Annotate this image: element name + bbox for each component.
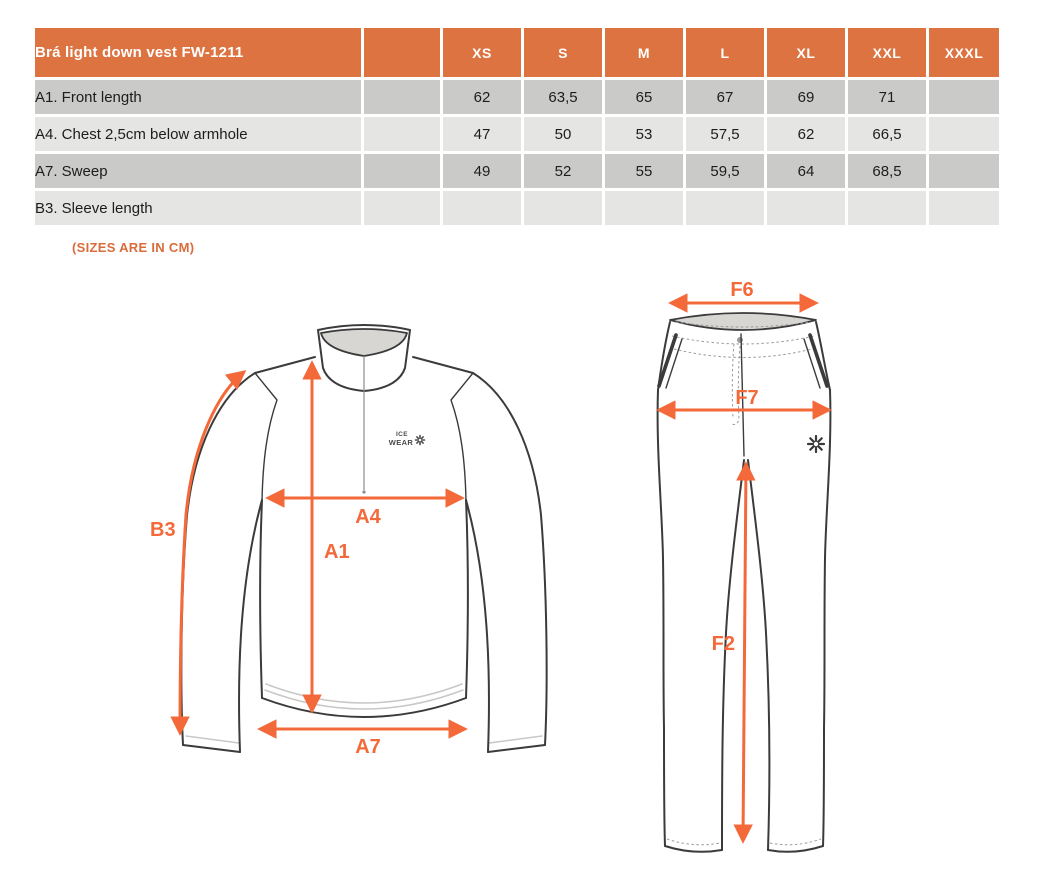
shirt-measurement-arrows xyxy=(150,363,465,758)
value-cell: 53 xyxy=(605,117,683,151)
shirt-right-raglan-seam xyxy=(451,373,473,500)
table-row-sleeve-length xyxy=(35,191,999,225)
pants-right-leg-inner xyxy=(748,460,769,850)
value-cell: 62 xyxy=(443,80,521,114)
pants-fly-stitch-2 xyxy=(732,346,740,425)
size-header-xxxl: XXXL xyxy=(929,28,999,77)
f6-label: F6 xyxy=(730,279,754,301)
shirt-right-cuff-stitch xyxy=(489,736,542,743)
b3-sleeve-arrow xyxy=(180,372,244,733)
pants-right-hem xyxy=(768,846,823,852)
value-cell: 62 xyxy=(767,117,845,151)
shirt-right-sleeve-outer xyxy=(473,373,547,745)
value-cell: 69 xyxy=(767,80,845,114)
value-cell: 52 xyxy=(524,154,602,188)
value-cell xyxy=(686,191,764,225)
size-header-xxl: XXL xyxy=(848,28,926,77)
shirt-left-side xyxy=(260,500,262,698)
f2-inseam-arrow xyxy=(743,464,746,841)
value-cell: 57,5 xyxy=(686,117,764,151)
pants-right-hem-stitch xyxy=(770,839,821,845)
shirt-hem xyxy=(262,698,466,717)
row-spacer-cell xyxy=(364,154,440,188)
pants-left-hem-stitch xyxy=(667,839,720,845)
value-cell: 63,5 xyxy=(524,80,602,114)
pants-left-hem xyxy=(665,846,722,852)
table-row-chest xyxy=(35,117,999,151)
pants-button xyxy=(737,337,743,343)
pants-right-leg-outer xyxy=(823,390,830,846)
table-title: Brá light down vest FW-1211 xyxy=(35,28,361,77)
b3-label: B3 xyxy=(150,519,176,541)
value-cell: 49 xyxy=(443,154,521,188)
units-note: (SIZES ARE IN CM) xyxy=(72,240,195,255)
value-cell xyxy=(443,191,521,225)
shirt-measurement-diagram xyxy=(140,290,610,775)
value-cell xyxy=(605,191,683,225)
shirt-zipper-pull xyxy=(362,490,365,493)
value-cell: 68,5 xyxy=(848,154,926,188)
shirt-left-sleeve-inner xyxy=(239,500,262,752)
value-cell: 65 xyxy=(605,80,683,114)
a1-label: A1 xyxy=(324,541,350,563)
value-cell xyxy=(929,191,999,225)
value-cell: 55 xyxy=(605,154,683,188)
value-cell xyxy=(767,191,845,225)
row-spacer-cell xyxy=(364,191,440,225)
row-label: B3. Sleeve length xyxy=(35,191,361,225)
pants-yoke-stitch-2 xyxy=(674,349,812,358)
value-cell: 67 xyxy=(686,80,764,114)
snowflake-hip-logo-icon xyxy=(808,436,824,452)
value-cell xyxy=(929,117,999,151)
value-cell: 50 xyxy=(524,117,602,151)
value-cell xyxy=(929,80,999,114)
header-spacer-cell xyxy=(364,28,440,77)
shirt-left-raglan-seam xyxy=(255,373,277,500)
size-header-xs: XS xyxy=(443,28,521,77)
f2-label: F2 xyxy=(711,633,735,655)
pants-left-leg-inner xyxy=(722,460,744,850)
table-row-front-length xyxy=(35,80,999,114)
shirt-left-cuff-stitch xyxy=(186,736,239,743)
a4-label: A4 xyxy=(355,506,381,528)
table-header-row xyxy=(35,28,999,77)
shirt-left-cuff xyxy=(183,745,240,752)
shirt-right-cuff xyxy=(488,745,545,752)
size-table xyxy=(32,25,1002,228)
logo-text-wear: WEAR xyxy=(388,438,414,447)
shirt-right-sleeve-inner xyxy=(466,500,489,752)
value-cell: 59,5 xyxy=(686,154,764,188)
a7-label: A7 xyxy=(355,736,381,758)
row-label: A7. Sweep xyxy=(35,154,361,188)
row-label: A1. Front length xyxy=(35,80,361,114)
value-cell: 47 xyxy=(443,117,521,151)
pants-left-leg-outer xyxy=(658,390,665,846)
value-cell xyxy=(848,191,926,225)
shirt-left-sleeve-outer xyxy=(181,373,255,745)
f7-label: F7 xyxy=(735,387,759,409)
value-cell: 66,5 xyxy=(848,117,926,151)
size-header-s: S xyxy=(524,28,602,77)
value-cell: 71 xyxy=(848,80,926,114)
pants-fly-stitch-1 xyxy=(732,344,734,418)
row-spacer-cell xyxy=(364,117,440,151)
pants-measurement-diagram xyxy=(630,278,850,878)
size-header-m: M xyxy=(605,28,683,77)
shirt-right-shoulder xyxy=(413,357,473,373)
table-row-sweep xyxy=(35,154,999,188)
snowflake-logo-icon xyxy=(416,436,425,445)
pants-measurement-arrows xyxy=(659,279,829,841)
shirt-outline-drawing xyxy=(181,325,546,752)
size-header-xl: XL xyxy=(767,28,845,77)
logo-text-ice: ICE xyxy=(395,431,409,438)
value-cell xyxy=(524,191,602,225)
row-label: A4. Chest 2,5cm below armhole xyxy=(35,117,361,151)
shirt-left-shoulder xyxy=(255,357,315,373)
shirt-right-side xyxy=(466,500,468,698)
value-cell xyxy=(929,154,999,188)
row-spacer-cell xyxy=(364,80,440,114)
shirt-chest-logo xyxy=(389,431,425,447)
size-header-l: L xyxy=(686,28,764,77)
value-cell: 64 xyxy=(767,154,845,188)
